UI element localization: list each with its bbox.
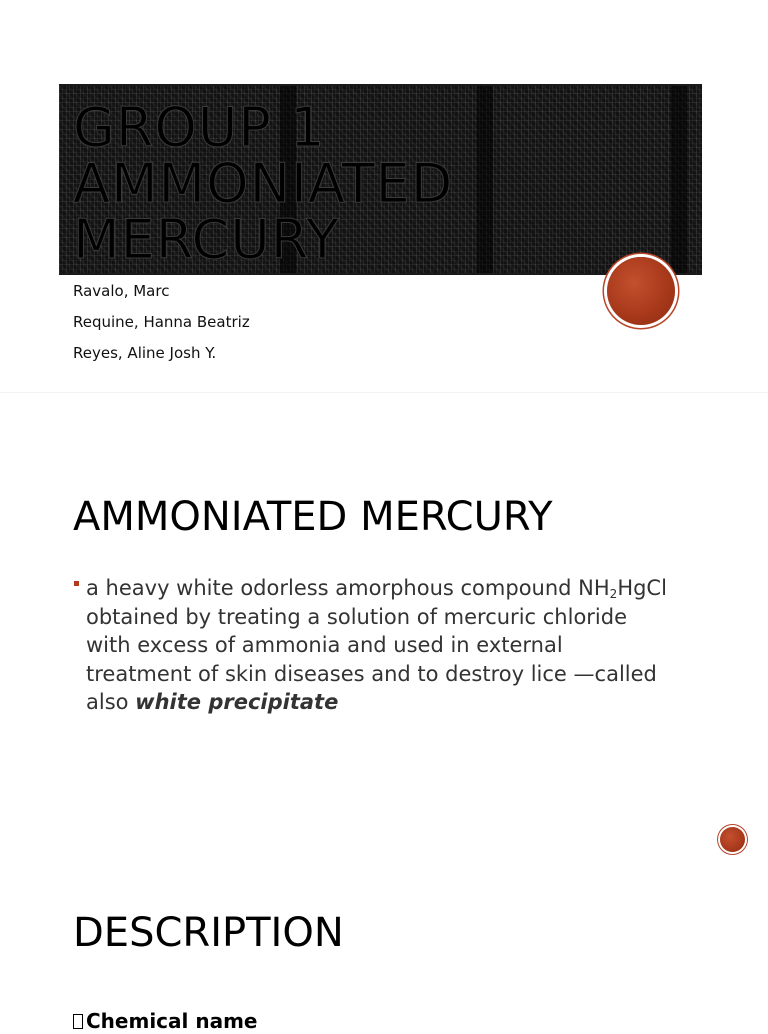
description-item	[73, 1008, 257, 1034]
author-name: Ravalo, Marc	[73, 282, 170, 300]
description-item-label: Chemical name	[86, 1009, 258, 1033]
title-line-1: GROUP 1	[73, 96, 326, 159]
title-slide	[0, 0, 768, 390]
title-line-3: MERCURY	[73, 208, 340, 271]
bullet-square-icon	[74, 581, 79, 586]
slide-heading-description: DESCRIPTION	[73, 910, 344, 956]
author-name: Requine, Hanna Beatriz	[73, 313, 250, 331]
checkbox-glyph-icon	[73, 1014, 83, 1029]
definition-body: obtained by treating a solution of mercuric chloride with excess of ammonia and used in external treatment of skin diseases and to destroy lice —called also	[86, 604, 657, 714]
slide-heading-ammoniated-mercury: AMMONIATED MERCURY	[73, 494, 553, 540]
formula-part: NH	[578, 576, 610, 600]
slide-divider	[0, 392, 768, 393]
definition-text	[86, 574, 674, 717]
title-banner	[59, 86, 702, 274]
author-list	[73, 281, 250, 374]
banner-bottom-rule	[59, 273, 702, 275]
definition-intro: a heavy white odorless amorphous compound	[86, 576, 579, 600]
formula-subscript: 2	[609, 587, 618, 601]
accent-circle-small	[720, 827, 745, 852]
banner-stripe	[477, 86, 493, 274]
definition-emphasis: white precipitate	[135, 690, 339, 714]
banner-stripe	[671, 86, 687, 274]
formula-part: HgCl	[617, 576, 667, 600]
title-line-2: AMMONIATED	[73, 152, 454, 215]
accent-circle-large	[607, 257, 675, 325]
definition-bullet	[74, 574, 674, 717]
slide-title	[73, 96, 454, 271]
author-name: Reyes, Aline Josh Y.	[73, 344, 217, 362]
